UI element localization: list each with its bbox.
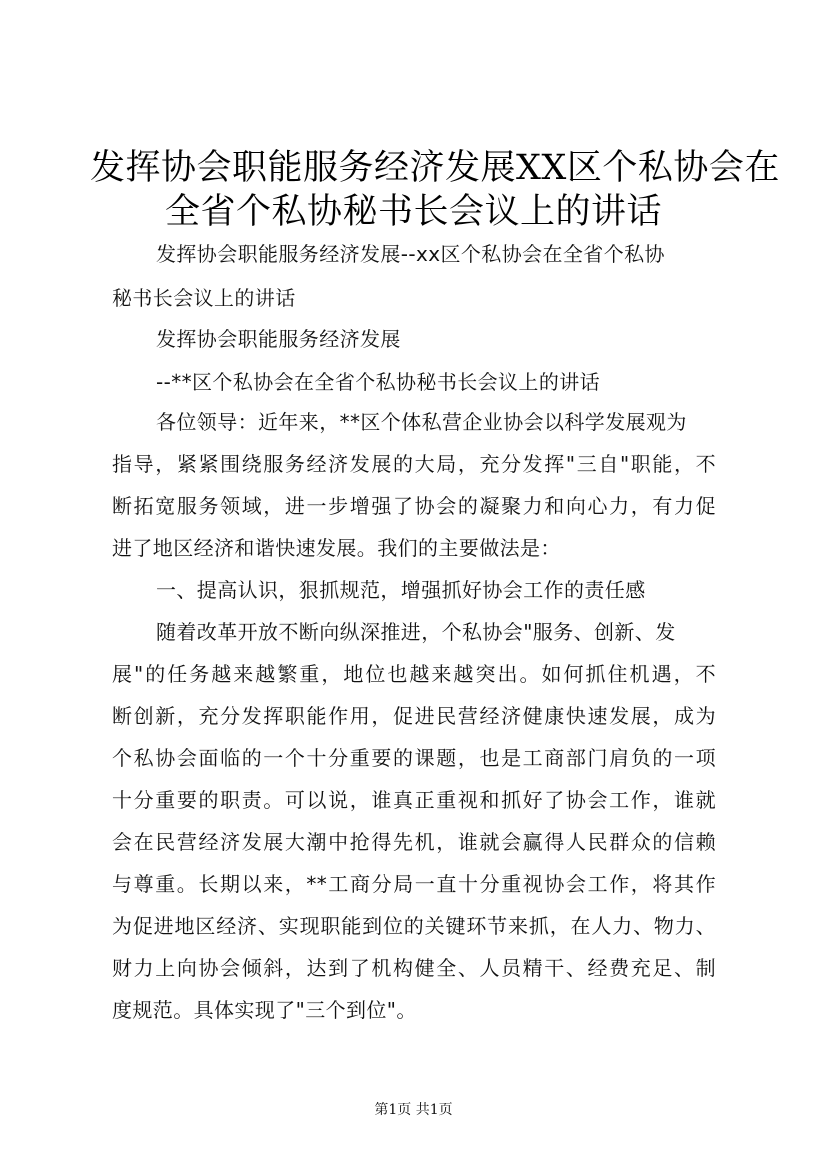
body-line: 随着改革开放不断向纵深推进，个私协会"服务、创新、发: [156, 620, 676, 644]
body-line: 指导，紧紧围绕服务经济发展的大局，充分发挥"三自"职能，不: [112, 452, 716, 476]
page-footer: 第1页 共1页: [374, 1102, 453, 1118]
body-line: 进了地区经济和谐快速发展。我们的主要做法是：: [112, 536, 561, 560]
body-line: 断拓宽服务领域，进一步增强了协会的凝聚力和向心力，有力促: [112, 494, 716, 518]
section-heading: 一、提高认识，狠抓规范，增强抓好协会工作的责任感: [156, 578, 646, 602]
body-line: 财力上向协会倾斜，达到了机构健全、人员精干、经费充足、制: [112, 956, 716, 980]
body-line: 发挥协会职能服务经济发展: [156, 327, 401, 351]
body-line: 秘书长会议上的讲话: [112, 286, 296, 310]
body-line: 十分重要的职责。可以说，谁真正重视和抓好了协会工作，谁就: [112, 788, 716, 812]
body-line: 各位领导：近年来，**区个体私营企业协会以科学发展观为: [156, 410, 687, 434]
body-line: 断创新，充分发挥职能作用，促进民营经济健康快速发展，成为: [112, 704, 716, 728]
document-title-line-1: 发挥协会职能服务经济发展XX区个私协会在: [90, 148, 780, 188]
body-line: 会在民营经济发展大潮中抢得先机，谁就会赢得人民群众的信赖: [112, 830, 716, 854]
document-title-line-2: 全省个私协秘书长会议上的讲话: [164, 192, 662, 232]
body-line: 展"的任务越来越繁重，地位也越来越突出。如何抓住机遇，不: [112, 662, 716, 686]
body-line: 为促进地区经济、实现职能到位的关键环节来抓，在人力、物力、: [112, 914, 716, 938]
body-line: 与尊重。长期以来，**工商分局一直十分重视协会工作，将其作: [112, 872, 716, 896]
body-line: 个私协会面临的一个十分重要的课题，也是工商部门肩负的一项: [112, 746, 716, 770]
body-line: --**区个私协会在全省个私协秘书长会议上的讲话: [156, 370, 601, 394]
body-line: 度规范。具体实现了"三个到位"。: [112, 998, 417, 1022]
body-line: 发挥协会职能服务经济发展--xx区个私协会在全省个私协: [156, 242, 665, 266]
